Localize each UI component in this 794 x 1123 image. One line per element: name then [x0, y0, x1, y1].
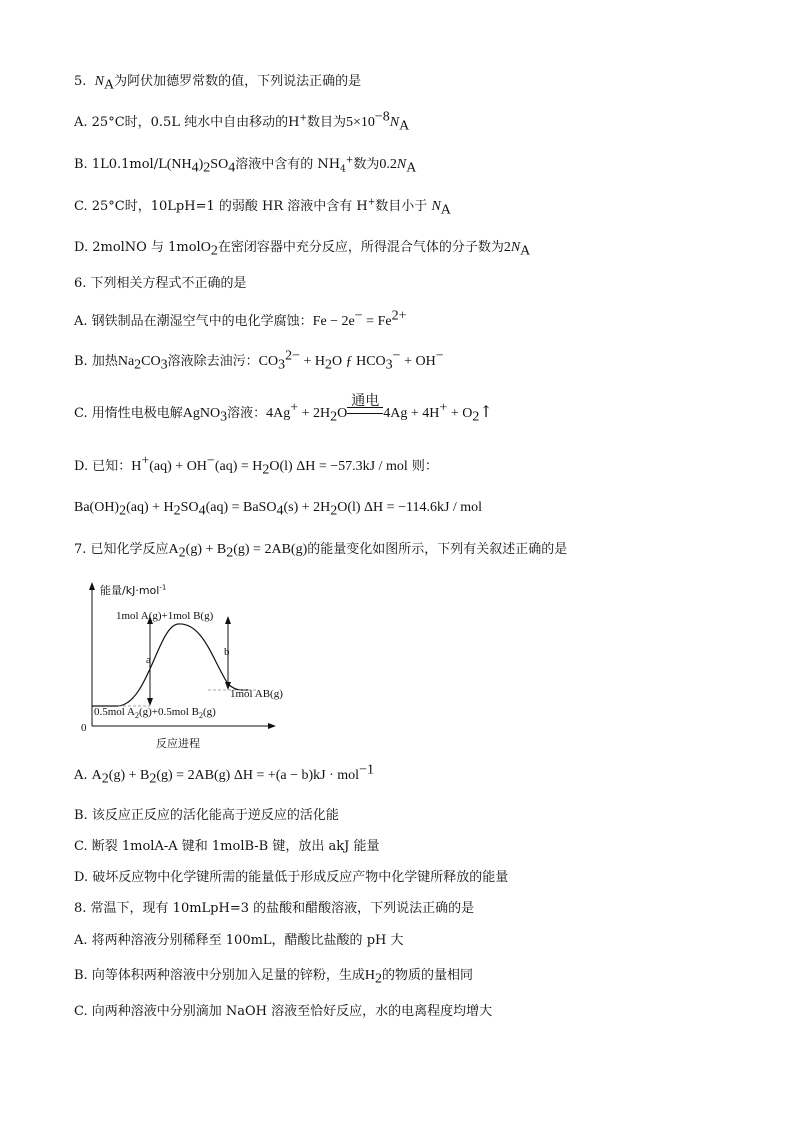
- x-axis-arrowhead: [268, 723, 276, 729]
- peak-label: 1mol A(g)+1mol B(g): [116, 610, 214, 622]
- q7-stem: 7. 已知化学反应$A_2(g) + B_2(g) = 2AB(g)$的能量变化如图所示，下列有关叙述正确的是: [74, 542, 568, 561]
- energy-axis-label: 能量/kJ·mol$^{-1}$: [100, 583, 167, 597]
- q6-option-b: B. 加热$Na_2CO_3$溶液除去油污：$CO_3^{2-} + H_2O$ ƒ $HCO_3^- + OH^-$: [74, 348, 444, 373]
- reactant-label: 0.5mol $A_2(g)+0.5mol$ $B_2(g)$: [94, 706, 216, 721]
- q5-option-c: C. 25°C时，10LpH=1 的弱酸 HR 溶液中含有 H+数目小于 $N_A$: [74, 197, 451, 218]
- q5-option-d: D. 2molNO 与 1molO$_2$在密闭容器中充分反应，所得混合气体的分子数为$2N_A$: [74, 240, 531, 259]
- q6-option-d: D. 已知：$H^+(aq) + OH^-(aq) = H_2O(l) \Delta H = -57.3kJ$ / mol 则：: [74, 453, 438, 478]
- arrow-b-up-head: [225, 616, 231, 624]
- q5-option-a: A. 25°C时，0.5L 纯水中自由移动的H+数目为$5\times 10^{-8}N_A$: [74, 109, 410, 134]
- electrolysis-condition: 通电: [347, 407, 383, 417]
- q6-option-c: C. 用惰性电极电解AgNO$_3$溶液：$4Ag^+ + 2H_2O$ 通电 $4Ag + 4H^+ + O_2↑$: [74, 393, 493, 425]
- q8-stem: 8. 常温下，现有 10mLpH=3 的盐酸和醋酸溶液，下列说法正确的是: [74, 901, 475, 916]
- label-b: b: [224, 646, 230, 658]
- energy-diagram-svg: [78, 576, 308, 756]
- label-a: a: [146, 654, 151, 666]
- q6-stem: 6. 下列相关方程式不正确的是: [74, 276, 247, 291]
- y-axis-arrowhead: [89, 582, 95, 590]
- q7-option-c: C. 断裂 1molA-A 键和 1molB-B 键，放出 akJ 能量: [74, 839, 380, 854]
- reaction-curve: [92, 624, 248, 706]
- q7-option-b: B. 该反应正反应的活化能高于逆反应的活化能: [74, 808, 339, 823]
- arrow-a-down-head: [147, 698, 153, 706]
- q8-option-b: B. 向等体积两种溶液中分别加入足量的锌粉，生成$H_2$的物质的量相同: [74, 968, 473, 987]
- q5-stem: 5. $N_A$为阿伏加德罗常数的值，下列说法正确的是: [74, 74, 362, 93]
- q7-option-d: D. 破坏反应物中化学键所需的能量低于形成反应产物中化学键所释放的能量: [74, 870, 509, 885]
- q7-option-a: A. $A_2(g) + B_2(g) = 2AB(g) \Delta H = +(a - b)kJ \cdot mol^{-1}$: [74, 762, 374, 787]
- gas-arrow: ↑: [479, 402, 493, 421]
- q8-option-c: C. 向两种溶液中分别滴加 NaOH 溶液至恰好反应，水的电离程度均增大: [74, 1004, 493, 1019]
- q5-option-b: B. $1L0.1mol/L(NH_4)_2SO_4$溶液中含有的 $NH_4^+$数为$0.2N_A$: [74, 155, 417, 176]
- energy-diagram: [78, 576, 308, 756]
- q8-option-a: A. 将两种溶液分别稀释至 100mL，醋酸比盐酸的 pH 大: [74, 933, 404, 948]
- origin-label: 0: [81, 722, 87, 734]
- q6-option-d-equation: $Ba(OH)_2(aq) + H_2SO_4(aq)$ = BaSO$_4$(s) + $2H_2O(l) \Delta H = -114.6kJ$ / mol: [74, 500, 483, 519]
- q6-option-a: A. 钢铁制品在潮湿空气中的电化学腐蚀：$Fe - 2e^- = Fe^{2+}$: [74, 308, 407, 329]
- progress-axis-label: 反应进程: [156, 737, 200, 750]
- product-label: 1mol AB(g): [230, 688, 283, 700]
